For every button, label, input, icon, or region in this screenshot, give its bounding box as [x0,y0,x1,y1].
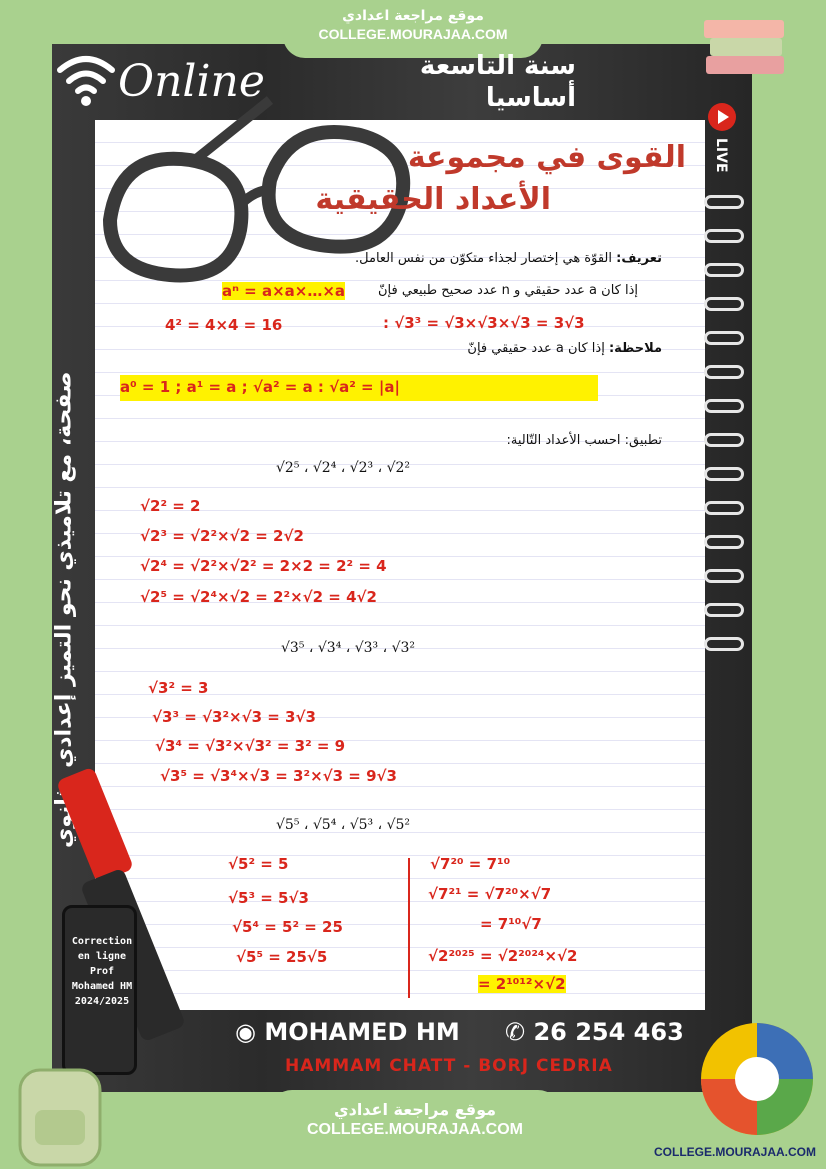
promo-line: Mohamed HM [71,981,133,992]
ring [704,603,744,617]
solution-row1-line3: √2⁴ = √2²×√2² = 2×2 = 2² = 4 [140,557,387,575]
ring [704,263,744,277]
solution-row2-line1: √3² = 3 [148,679,209,697]
ring [704,195,744,209]
solution-row2-line4: √3⁵ = √3⁴×√3 = 3²×√3 = 9√3 [160,767,397,785]
backpack-image [0,1050,120,1169]
grade-line2: أساسيا [485,83,576,113]
ring [704,331,744,345]
application-text: احسب الأعداد التّالية: [506,433,621,448]
bottom-banner [270,1090,560,1169]
books-icon [700,6,790,86]
solution-row4-line1: √7²⁰ = 7¹⁰ [430,855,511,873]
def-formula: aⁿ = a×a×…×a [222,282,346,300]
note-label: ملاحظة: [608,341,662,356]
live-label: LIVE [713,138,729,173]
ring [704,433,744,447]
top-banner-url: COLLEGE.MOURAJAA.COM [318,26,508,42]
contact-address: HAMMAM CHATT - BORJ CEDRIA [285,1056,613,1076]
note-formula: a⁰ = 1 ; a¹ = a ; √a² = a : √a² = |a| [120,375,598,401]
if-line: إذا كان a عدد حقيقي و n عدد صحيح طبيعي فإنّ [378,283,638,298]
grade-line1: سنة التاسعة [419,51,576,81]
side-slogan: صفحة، مع تلاميذي نحو التميز إعدادي وثانوي [51,371,77,849]
watermark: COLLEGE.MOURAJAA.COM [654,1145,816,1159]
bottom-banner-arabic: موقع مراجعة اعدادي [333,1100,497,1119]
solution-row2-line3: √3⁴ = √3²×√3² = 3² = 9 [155,737,346,755]
example2: : √3³ = √3×√3×√3 = 3√3 [383,314,585,332]
solution-row3-line2: √5³ = 5√3 [228,889,309,907]
solution-row3-line3: √5⁴ = 5² = 25 [232,918,343,936]
messenger-icon: ◉ [235,1018,256,1046]
solution-row3-line1: √5² = 5 [228,855,289,873]
ring [704,399,744,413]
solution-row2-line2: √3³ = √3²×√3 = 3√3 [152,708,316,726]
contact-footer [235,1012,705,1084]
definition-text: القوّة هي إختصار لجذاء متكوّن من نفس العامل. [355,251,612,266]
promo-line: 2024/2025 [74,996,130,1007]
contact-name [235,1018,460,1046]
bottom-banner-url: COLLEGE.MOURAJAA.COM [307,1121,523,1138]
ring [704,229,744,243]
solution-row4-line4: √2²⁰²⁵ = √2²⁰²⁴×√2 [428,947,578,965]
solution-row4-line2: √7²¹ = √7²⁰×√7 [428,885,552,903]
promo-line: en ligne [77,951,127,962]
promo-text [69,934,135,1009]
definition [355,251,662,266]
definition-label: تعريف: [616,251,662,266]
top-banner-arabic: موقع مراجعة اعدادي [342,8,484,24]
exercise-row1: √2⁵ ، √2⁴ ، √2³ ، √2² [276,460,411,476]
contact-phone-text: 26 254 463 [533,1018,684,1046]
online-title: Online [118,56,265,107]
application-label: تطبيق: [624,433,662,448]
exercise-row2: √3⁵ ، √3⁴ ، √3³ ، √3² [281,640,416,656]
live-badge [705,100,739,190]
subjects-wheel-icon [698,1020,816,1138]
divider-line [408,858,410,998]
ring [704,637,744,651]
grade-title [420,50,576,114]
solution-row4-line5: = 2¹⁰¹²×√2 [478,975,566,993]
ring [704,501,744,515]
solution-row1-line4: √2⁵ = √2⁴×√2 = 2²×√2 = 4√2 [140,588,377,606]
application [507,433,662,448]
ring [704,467,744,481]
contact-phone [505,1018,684,1046]
spiral-rings [700,195,744,665]
note-text: إذا كان a عدد حقيقي فإنّ [467,341,605,356]
ring [704,569,744,583]
solution-row4-line3: = 7¹⁰√7 [480,915,542,933]
exercise-row3: √5⁵ ، √5⁴ ، √5³ ، √5² [276,817,411,833]
live-play-icon [705,100,739,134]
title-line2: الأعداد الحقيقية [315,182,551,217]
promo-line: Prof [89,966,115,977]
note [467,341,662,356]
ring [704,535,744,549]
title-line1: القوى في مجموعة [407,140,686,175]
contact-name-text: MOHAMED HM [264,1018,460,1046]
phone-icon: ✆ [505,1018,526,1046]
example1: 4² = 4×4 = 16 [165,316,283,334]
promo-line: Correction [71,936,133,947]
solution-row1-line1: √2² = 2 [140,497,201,515]
ring [704,365,744,379]
solution-row3-line4: √5⁵ = 25√5 [236,948,328,966]
ring [704,297,744,311]
solution-row1-line2: √2³ = √2²×√2 = 2√2 [140,527,304,545]
